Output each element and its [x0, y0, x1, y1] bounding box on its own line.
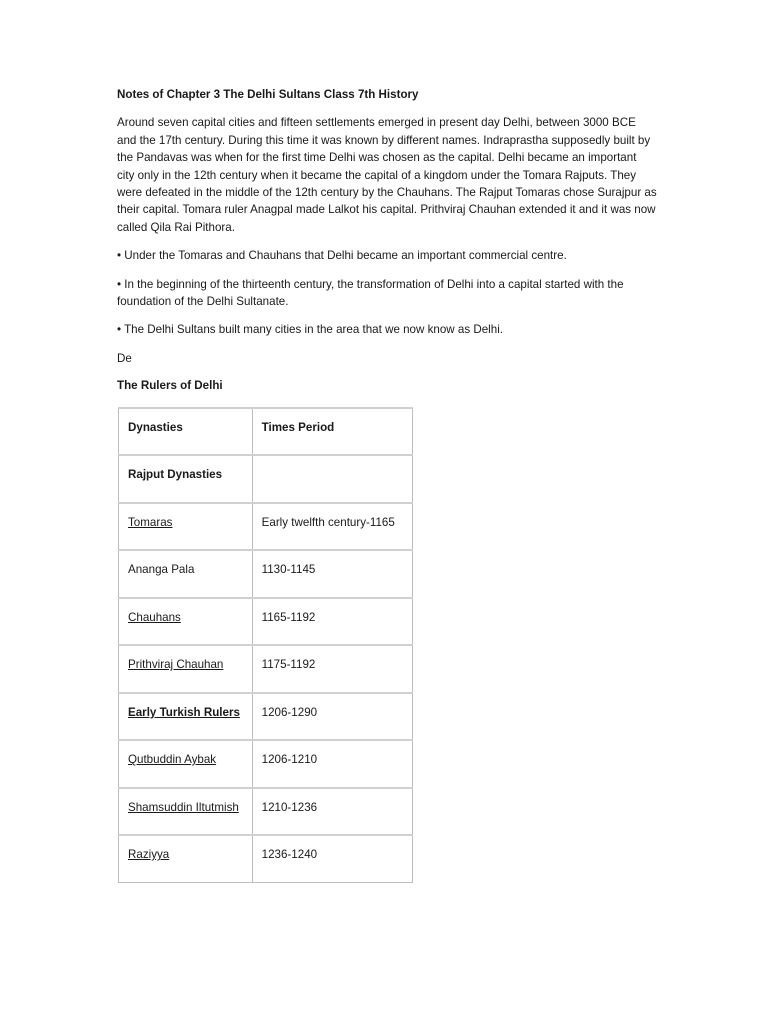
- bullet-item: • The Delhi Sultans built many cities in the area that we now know as Delhi.: [117, 323, 503, 337]
- dynasty-name: Chauhans: [128, 610, 181, 624]
- dynasty-cell: [119, 693, 253, 741]
- dynasty-cell: Rajput Dynasties: [119, 455, 253, 503]
- table-row: [119, 550, 413, 598]
- document-page: [117, 86, 657, 883]
- period-cell: 1210-1236: [252, 788, 412, 836]
- intro-paragraph: Around seven capital cities and fifteen settlements emerged in present day Delhi, between 3000 BCE and the 17th century. During this time it was known by different names. Indraprastha supposedly built by the Pandavas was when for the first time Delhi was chosen as the capital. Delhi became an important city only in the 12th century when it became the capital of a kingdom under the Tomara Rajputs. They were defeated in the middle of the 12th century by the Chauhans. The Rajput Tomaras chose Surajpur as their capital. Tomara ruler Anagpal made Lalkot his capital. Prithviraj Chauhan extended it and it was now called Qila Rai Pithora.: [117, 116, 657, 234]
- dynasty-name: Tomaras: [128, 515, 173, 529]
- bullet-item: • In the beginning of the thirteenth century, the transformation of Delhi into a capital started with the foundation of the Delhi Sultanate.: [117, 277, 624, 309]
- table-row: [119, 788, 413, 836]
- dynasty-cell: [119, 503, 253, 551]
- period-cell: Early twelfth century-1165: [252, 503, 412, 551]
- period-cell: 1206-1210: [252, 740, 412, 788]
- period-cell: [252, 455, 412, 503]
- period-cell: 1175-1192: [252, 645, 412, 693]
- period-cell: 1130-1145: [252, 550, 412, 598]
- dynasty-name: Qutbuddin Aybak: [128, 753, 217, 767]
- dynasty-name: Early Turkish Rulers: [128, 705, 240, 719]
- table-header-cell: Dynasties: [119, 408, 253, 456]
- dynasty-name: Prithviraj Chauhan: [128, 658, 224, 672]
- table-header-row: [119, 408, 413, 456]
- rulers-table: [118, 407, 413, 884]
- dynasty-cell: [119, 835, 253, 883]
- table-header-cell: Times Period: [252, 408, 412, 456]
- document-title: Notes of Chapter 3 The Delhi Sultans Class 7th History: [117, 88, 419, 101]
- dynasty-cell: [119, 740, 253, 788]
- period-cell: 1236-1240: [252, 835, 412, 883]
- table-row: [119, 645, 413, 693]
- table-row: [119, 503, 413, 551]
- dynasty-name: Raziyya: [128, 848, 170, 862]
- table-row: [119, 693, 413, 741]
- period-cell: 1206-1290: [252, 693, 412, 741]
- stray-text: De: [117, 351, 132, 365]
- section-heading: The Rulers of Delhi: [117, 379, 223, 393]
- dynasty-cell: Ananga Pala: [119, 550, 253, 598]
- dynasty-cell: [119, 598, 253, 646]
- table-row: [119, 740, 413, 788]
- dynasty-cell: [119, 645, 253, 693]
- period-cell: 1165-1192: [252, 598, 412, 646]
- dynasty-cell: [119, 788, 253, 836]
- table-row: [119, 598, 413, 646]
- dynasty-name: Shamsuddin Iltutmish: [128, 800, 239, 814]
- table-row: [119, 835, 413, 883]
- bullet-item: • Under the Tomaras and Chauhans that Delhi became an important commercial centre.: [117, 249, 567, 263]
- table-row: [119, 455, 413, 503]
